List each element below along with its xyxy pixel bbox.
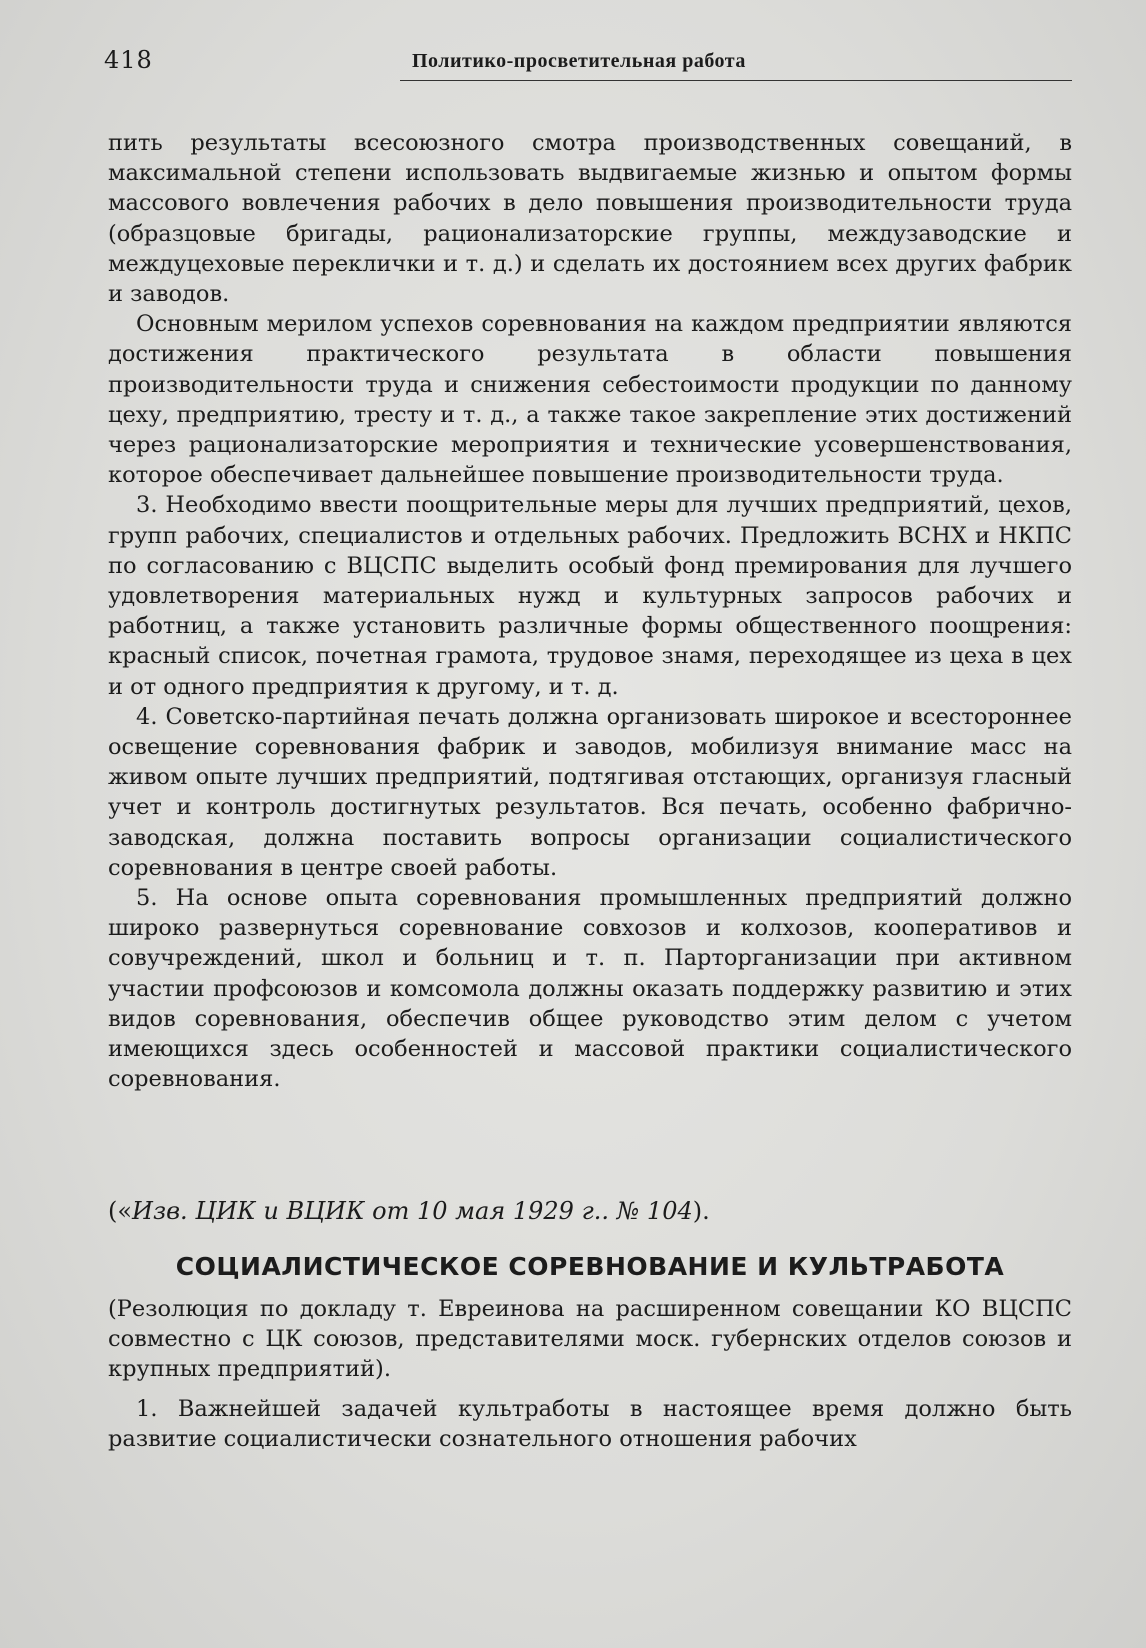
paragraph-item-5: 5. На основе опыта соревнования промышленных предприятий должно широко развернуться соревнование совхозов и колхозов, кооперативов и совучреждений, школ и больниц и т. п. Парторганизации при активном участии профсоюзов и комсомола должны оказать поддержку развитию и этих видов соревнования, обеспечив общее руководство этим делом с учетом имеющихся здесь особенностей и массовой практики социалистического соревнования. [108, 885, 1072, 1093]
section-title: СОЦИАЛИСТИЧЕСКОЕ СОРЕВНОВАНИЕ И КУЛЬТРАБОТА [175, 1252, 1005, 1281]
section-paragraph-1: 1. Важнейшей задачей культработы в настоящее время должно быть развитие социалистически сознательного отношения рабочих [108, 1396, 1072, 1452]
body-text [108, 128, 1072, 1095]
section-subtitle: (Резолюция по докладу т. Евреинова на расширенном совещании КО ВЦСПС совместно с ЦК союзов, представителями моск. губернских отделов союзов и крупных предприятий). [108, 1296, 1072, 1382]
source-open: (« [108, 1197, 133, 1225]
paragraph-continuation: пить результаты всесоюзного смотра производственных совещаний, в максимальной степени использовать выдвигаемые жизнью и опытом формы массового вовлечения рабочих в дело повышения производительности труда (образцовые бригады, рационализаторские группы, междузаводские и междуцеховые переклички и т. д.) и сделать их достоянием всех других фабрик и заводов. [108, 130, 1072, 308]
paragraph-item-4: 4. Советско-партийная печать должна организовать широкое и всестороннее освещение соревнования фабрик и заводов, мобилизуя внимание масс на живом опыте лучших предприятий, подтягивая отстающих, организуя гласный учет и контроль достигнутых результатов. Вся печать, особенно фабрично-заводская, должна поставить вопросы организации социалистического соревнования в центре своей работы. [108, 703, 1072, 881]
source-close: ). [692, 1197, 710, 1225]
running-title: Политико-просветительная работа [412, 50, 746, 72]
paragraph-criteria: Основным мерилом успехов соревнования на каждом предприятии являются достижения практического результата в области повышения производительности труда и снижения себестоимости продукции по данному цеху, предприятию, тресту и т. д., а также такое закрепление этих достижений через рационализаторские мероприятия и технические усовершенствования, которое обеспечивает дальнейшее повышение производительности труда. [108, 311, 1072, 489]
paragraph-item-3: 3. Необходимо ввести поощрительные меры для лучших предприятий, цехов, групп рабочих, специалистов и отдельных рабочих. Предложить ВСНХ и НКПС по согласованию с ВЦСПС выделить особый фонд премирования для лучшего удовлетворения материальных нужд и культурных запросов рабочих и работниц, а также установить различные формы общественного поощрения: красный список, почетная грамота, трудовое знамя, переходящее из цеха в цех и от одного предприятия к другому, и т. д. [108, 492, 1072, 700]
header-rule [400, 80, 1072, 81]
source-citation [108, 1195, 1072, 1227]
page-number: 418 [104, 46, 153, 74]
page-header [104, 44, 1072, 84]
source-text: Изв. ЦИК и ВЦИК от 10 мая 1929 г.. № 104 [132, 1197, 693, 1225]
